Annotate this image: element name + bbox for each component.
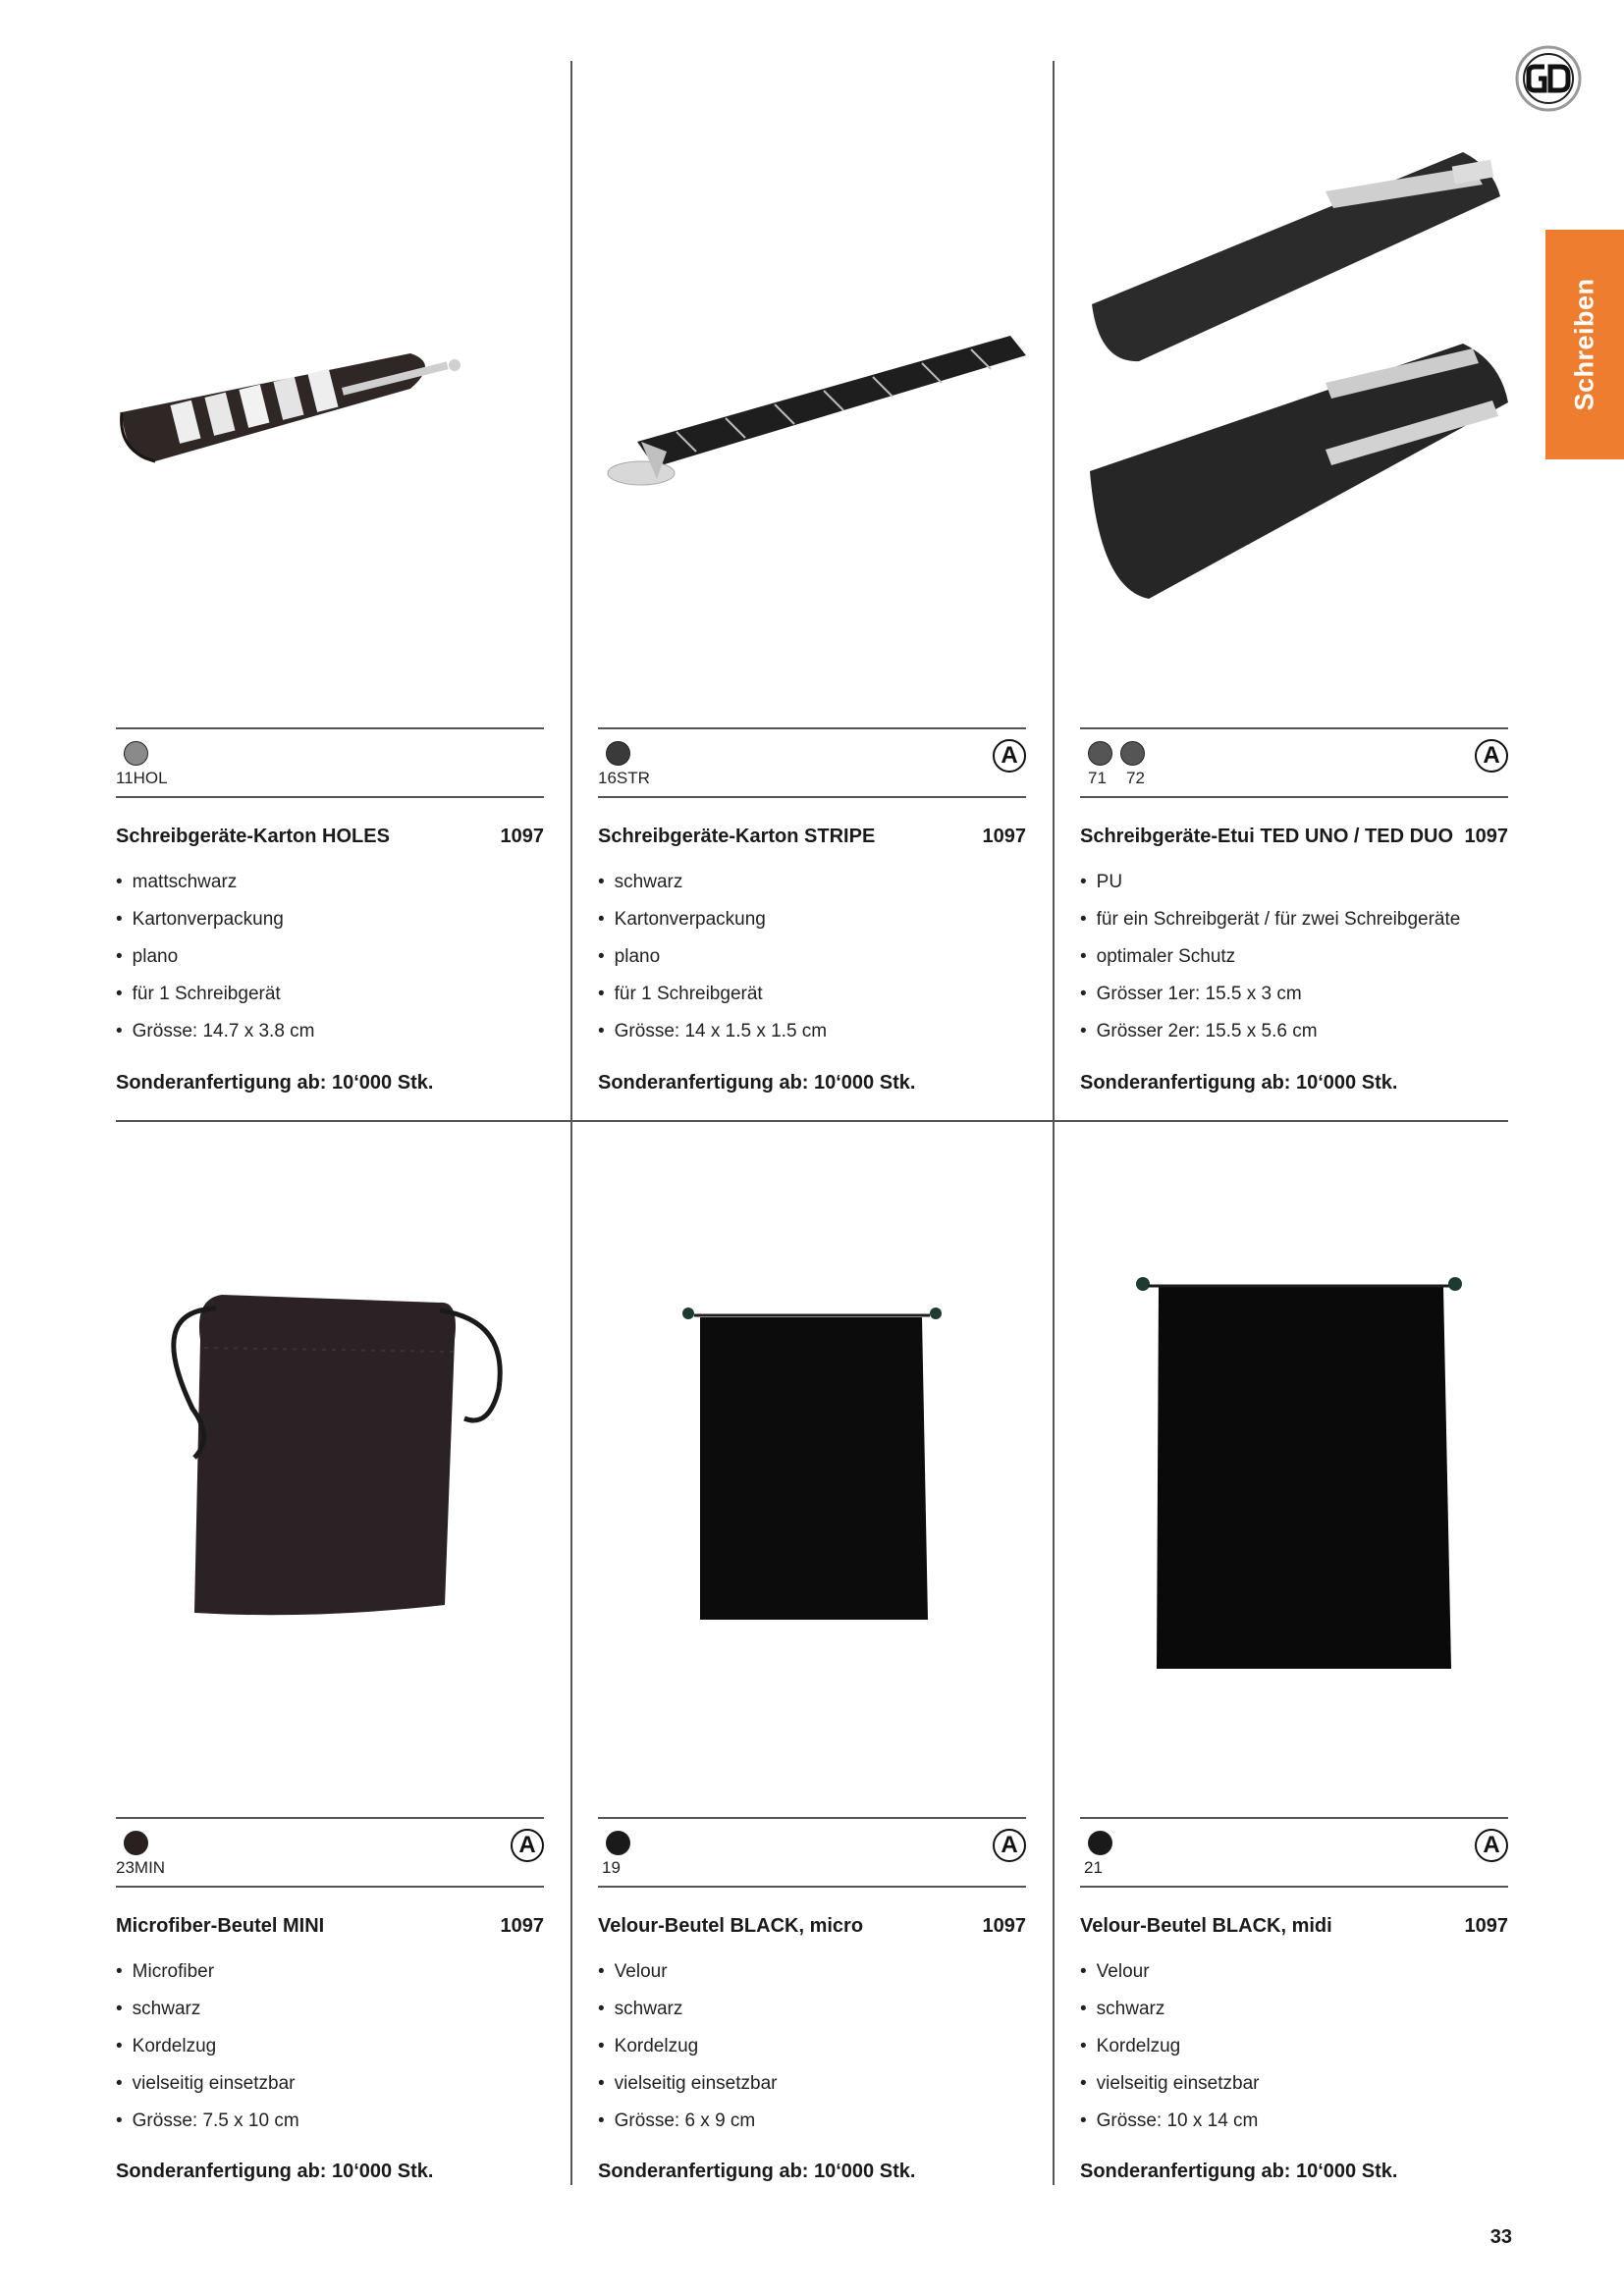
feature-item: • für 1 Schreibgerät	[598, 976, 827, 1013]
color-swatch[interactable]	[1088, 741, 1112, 766]
variant-code: 23MIN	[116, 1858, 166, 1877]
variant-codes	[116, 1858, 165, 1878]
product-image-velour-midi	[1080, 1266, 1508, 1679]
variant-row-ted	[1080, 727, 1508, 798]
product-title: Schreibgeräte-Etui TED UNO / TED DUO	[1080, 826, 1454, 847]
product-title-row	[1080, 1915, 1508, 1938]
product-title-row	[116, 1915, 544, 1938]
product-number: 1097	[982, 1915, 1026, 1937]
feature-list	[598, 1953, 777, 2140]
feature-item: • Velour	[598, 1953, 777, 1991]
a-badge-icon: A	[511, 1829, 544, 1862]
feature-item: • vielseitig einsetzbar	[1080, 2065, 1259, 2103]
feature-item: • Grösser 1er: 15.5 x 3 cm	[1080, 976, 1460, 1013]
feature-item: • Velour	[1080, 1953, 1259, 1991]
feature-list	[1080, 864, 1460, 1050]
product-title: Velour-Beutel BLACK, midi	[1080, 1915, 1332, 1937]
feature-item: • schwarz	[598, 1991, 777, 2028]
column-divider-2	[1053, 61, 1055, 2185]
color-swatches	[1088, 1831, 1112, 1855]
custom-order-note: Sonderanfertigung ab: 10‘000 Stk.	[598, 1072, 916, 1094]
feature-item: • Grösse: 7.5 x 10 cm	[116, 2103, 299, 2140]
feature-item: • Grösse: 14.7 x 3.8 cm	[116, 1013, 315, 1050]
feature-item: • Kordelzug	[1080, 2028, 1259, 2065]
custom-order-note: Sonderanfertigung ab: 10‘000 Stk.	[598, 2161, 916, 2182]
variant-row-velour-micro	[598, 1817, 1026, 1888]
feature-item: • plano	[598, 938, 827, 976]
product-number: 1097	[500, 1915, 544, 1937]
variant-code: 19	[602, 1858, 621, 1877]
feature-item: • schwarz	[598, 864, 827, 901]
product-title-row	[598, 826, 1026, 848]
variant-row-velour-midi	[1080, 1817, 1508, 1888]
custom-order-note: Sonderanfertigung ab: 10‘000 Stk.	[116, 1072, 434, 1094]
feature-item: • für ein Schreibgerät / für zwei Schreibgeräte	[1080, 901, 1460, 938]
color-swatches	[606, 741, 630, 766]
brand-logo	[1515, 45, 1582, 112]
variant-row-stripe	[598, 727, 1026, 798]
custom-order-note: Sonderanfertigung ab: 10‘000 Stk.	[116, 2161, 434, 2182]
product-image-holes	[116, 294, 544, 530]
variant-code: 16STR	[598, 769, 650, 787]
feature-item: • Kordelzug	[116, 2028, 299, 2065]
product-title-row	[1080, 826, 1508, 848]
product-title: Schreibgeräte-Karton STRIPE	[598, 826, 876, 847]
a-badge-icon: A	[1475, 1829, 1508, 1862]
feature-item: • optimaler Schutz	[1080, 938, 1460, 976]
feature-list	[598, 864, 827, 1050]
feature-item: • für 1 Schreibgerät	[116, 976, 315, 1013]
product-number: 1097	[500, 826, 544, 847]
color-swatch[interactable]	[1088, 1831, 1112, 1855]
feature-item: • mattschwarz	[116, 864, 315, 901]
product-title: Microfiber-Beutel MINI	[116, 1915, 325, 1937]
product-title-row	[116, 826, 544, 848]
product-title: Schreibgeräte-Karton HOLES	[116, 826, 390, 847]
feature-item: • schwarz	[1080, 1991, 1259, 2028]
variant-codes	[116, 769, 168, 788]
custom-order-note: Sonderanfertigung ab: 10‘000 Stk.	[1080, 2161, 1398, 2182]
product-title-row	[598, 1915, 1026, 1938]
product-number: 1097	[1464, 1915, 1508, 1937]
feature-list	[116, 864, 315, 1050]
variant-code: 72	[1126, 769, 1145, 787]
variant-code: 21	[1084, 1858, 1103, 1877]
feature-item: • Kartonverpackung	[116, 901, 315, 938]
product-number: 1097	[1464, 826, 1508, 847]
column-divider-1	[570, 61, 572, 2185]
variant-codes	[602, 1858, 626, 1878]
feature-list	[116, 1953, 299, 2140]
color-swatch[interactable]	[1120, 741, 1145, 766]
variant-codes	[598, 769, 650, 788]
variant-code: 71	[1088, 769, 1107, 787]
feature-item: • Kordelzug	[598, 2028, 777, 2065]
a-badge-icon: A	[1475, 739, 1508, 773]
section-tab-label: Schreiben	[1569, 278, 1599, 411]
color-swatch[interactable]	[124, 741, 148, 766]
feature-item: • vielseitig einsetzbar	[598, 2065, 777, 2103]
color-swatch[interactable]	[606, 1831, 630, 1855]
product-title: Velour-Beutel BLACK, micro	[598, 1915, 864, 1937]
color-swatches	[124, 1831, 148, 1855]
section-tab	[1545, 230, 1624, 459]
product-number: 1097	[982, 826, 1026, 847]
feature-item: • PU	[1080, 864, 1460, 901]
product-image-velour-micro	[598, 1296, 1026, 1629]
color-swatch[interactable]	[606, 741, 630, 766]
variant-code: 11HOL	[116, 769, 168, 787]
a-badge-icon: A	[993, 1829, 1026, 1862]
product-image-mini	[116, 1281, 544, 1634]
row-divider	[116, 1120, 1508, 1122]
product-image-stripe	[598, 294, 1026, 530]
a-badge-icon: A	[993, 739, 1026, 773]
feature-item: • Grösse: 6 x 9 cm	[598, 2103, 777, 2140]
variant-codes	[1084, 1858, 1109, 1878]
feature-item: • Grösse: 10 x 14 cm	[1080, 2103, 1259, 2140]
feature-item: • Kartonverpackung	[598, 901, 827, 938]
feature-list	[1080, 1953, 1259, 2140]
page-number: 33	[1489, 2226, 1512, 2248]
color-swatches	[1088, 741, 1145, 766]
variant-row-mini	[116, 1817, 544, 1888]
custom-order-note: Sonderanfertigung ab: 10‘000 Stk.	[1080, 1072, 1398, 1094]
feature-item: • plano	[116, 938, 315, 976]
variant-codes	[1088, 769, 1151, 788]
color-swatch[interactable]	[124, 1831, 148, 1855]
feature-item: • schwarz	[116, 1991, 299, 2028]
variant-row-holes	[116, 727, 544, 798]
feature-item: • Grösse: 14 x 1.5 x 1.5 cm	[598, 1013, 827, 1050]
color-swatches	[124, 741, 148, 766]
color-swatches	[606, 1831, 630, 1855]
feature-item: • Microfiber	[116, 1953, 299, 1991]
feature-item: • vielseitig einsetzbar	[116, 2065, 299, 2103]
feature-item: • Grösser 2er: 15.5 x 5.6 cm	[1080, 1013, 1460, 1050]
product-image-ted	[1080, 137, 1508, 609]
